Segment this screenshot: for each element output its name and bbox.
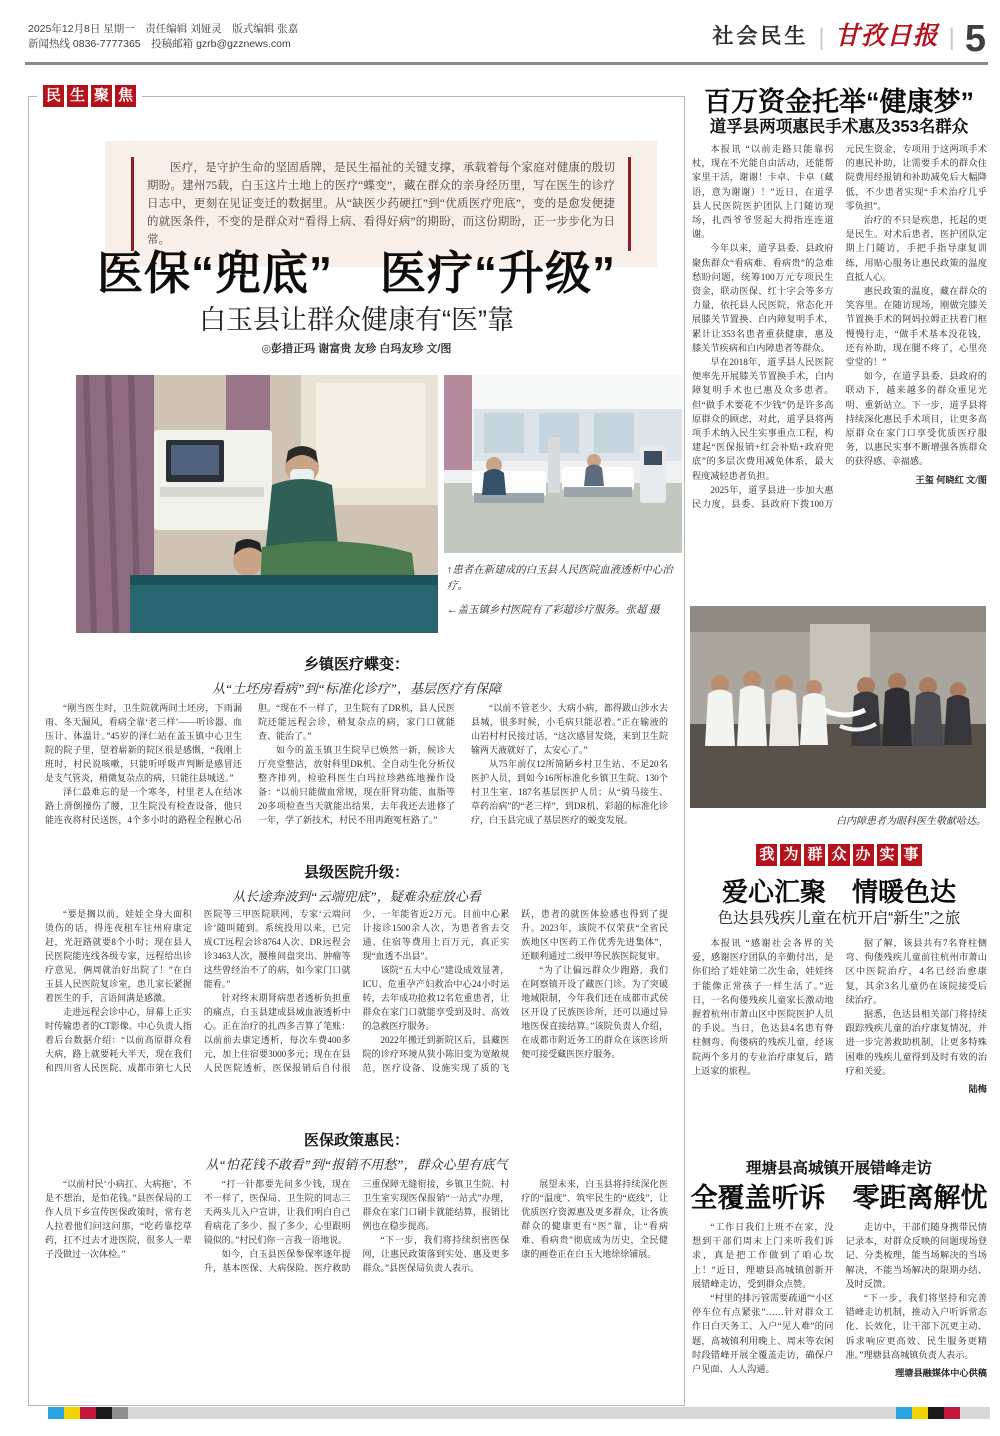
main-byline: ◎彭措正玛 谢富贵 友珍 白玛友珍 文/图 xyxy=(261,343,452,355)
section-1-subtitle: 从“土坯房看病”到“标准化诊疗”，基层医疗有保障 xyxy=(212,681,501,696)
masthead-rule xyxy=(25,62,988,65)
feature-frame xyxy=(28,87,685,1406)
paragraph: 如今，白玉县医保参保率逐年提升，基本医保、大病保险、医疗救助三重保障无缝衔接，乡镇卫生院、村卫生室实现医保报销“一站式”办理，群众在家门口刷卡就能结算，报销比例也在稳步提高。 xyxy=(203,1179,510,1273)
photo-hada-ceremony-image xyxy=(690,606,986,808)
badge-char: 群 xyxy=(804,844,825,866)
paragraph: 治疗的不只是疾患，托起的更是民生。对术后患者，医护团队定期上门随访，手把手指导康复训练，用贴心服务让惠民政策的温度直抵人心。 xyxy=(845,215,987,282)
print-color-block-yellow xyxy=(912,1407,928,1419)
focus-label xyxy=(37,85,142,107)
article-a-signature: 王玺 何晓红 文/图 xyxy=(915,474,987,485)
badge-char: 众 xyxy=(828,844,849,866)
masthead-right xyxy=(712,16,986,60)
badge-char: 实 xyxy=(877,844,898,866)
focus-label-char: 焦 xyxy=(115,85,136,107)
page-number: 5 xyxy=(964,18,986,60)
masthead-separator: | xyxy=(818,24,825,51)
print-color-block-black xyxy=(928,1407,944,1419)
photo-hada-ceremony xyxy=(690,606,986,808)
print-color-block-magenta xyxy=(80,1407,96,1419)
section-1-body xyxy=(45,701,668,855)
paragraph: 早在2018年，道孚县人民医院便率先开展膝关节置换手术，白内障复明手术也已惠及众多患者。但“做手术要花不少钱”仍是许多高原群众的顾虑，对此，道孚县将两项手术纳入民生实事重点工程，构建起“医保报销+红会补贴+政府兜底”的多层次费用减免体系，最大程度减轻患者负担。 xyxy=(692,357,834,481)
section-3-body xyxy=(45,1177,668,1397)
section-3-subtitle: 从“怕花钱不敢看”到“报销不用愁”，群众心里有底气 xyxy=(205,1157,508,1172)
article-c-signature: 理塘县融媒体中心供稿 xyxy=(895,1368,987,1379)
print-color-block-gray xyxy=(112,1407,128,1419)
article-c-kicker: 理塘县高城镇开展错峰走访 xyxy=(745,1160,932,1177)
paragraph: 本报讯 “感谢社会各界的关爱，感谢医疗团队的辛勤付出，是你们给了娃娃第二次生命，娃娃终于能像正常孩子一样生活了。”近日，一名佝偻残疾儿童家长激动地握着杭州市萧山区中医院医护人员的手说。当日，色达县4名患有脊柱侧弯、佝偻病的残疾儿童，经该院两个多月的专业治疗康复后，踏上返家的旅程。 xyxy=(692,938,834,1076)
masthead-separator: | xyxy=(948,24,955,51)
section-3-heading xyxy=(29,1129,684,1173)
paragraph: 从75年前仅12所简陋乡村卫生站、不足20名医护人员，到如今16所标准化乡镇卫生院、130个村卫生室、187名基层医护人员；从“骑马接生、草药治病”的“老三样”，到DR机、彩超的标准化诊疗，白玉县完成了基层医疗的蜕变发展。 xyxy=(471,759,668,825)
section-1-title: 乡镇医疗蝶变： xyxy=(303,656,409,673)
paragraph: 如今的盖玉镇卫生院早已焕然一新，候诊大厅亮堂整洁，放射科里DR机、全自动生化分析仪整齐排列，检验科医生白玛拉珍熟练地操作设备：“以前只能做血常规，现在肝肾功能、血脂等20多项检查当天就能出结果，去年我还去进修了一年，学了新技术，村民不用再跑冤枉路了。” xyxy=(258,745,455,825)
paragraph: “下一步，我们将坚持和完善错峰走访机制，推动入户听诉常态化、长效化，让干部下沉更主动、诉求响应更高效、民生服务更精准。”理塘县高城镇负责人表示。 xyxy=(845,1293,987,1360)
paragraph: 惠民政策的温度，藏在群众的笑容里。在随访现场，刚做完膝关节置换手术的阿妈拉姆正扶着门框慢慢行走，“做手术基本没花钱，还有补助，现在腿不疼了，心里亮堂堂的！” xyxy=(845,286,987,368)
print-color-block-magenta xyxy=(944,1407,960,1419)
print-color-block-cyan xyxy=(896,1407,912,1419)
section-name: 社会民生 xyxy=(712,25,809,48)
article-b-signature: 陆梅 xyxy=(968,1084,987,1095)
masthead-info-line1: 2025年12月8日 星期一 责任编辑 刘娅灵 版式编辑 张嘉 xyxy=(28,23,299,35)
masthead-info-line2: 新闻热线 0836-7777365 投稿邮箱 gzrb@gzznews.com xyxy=(28,38,291,50)
section-2-subtitle: 从长途奔波到“云端兜底”，疑难杂症放心看 xyxy=(232,889,481,904)
article-b-body xyxy=(692,936,987,1136)
print-color-block-yellow xyxy=(64,1407,80,1419)
campaign-badge xyxy=(690,844,988,866)
paragraph: 2022年搬迁到新院区后，县藏医院的诊疗环境从狭小陈旧变为宽敞规范，医疗设备、设施实现了质的飞跃，患者的就医体验感也得到了提升。2023年，该院不仅荣获“全省民族地区中医药工作优秀先进集体”，还顺利通过二级甲等民族医院复审。 xyxy=(362,909,668,1073)
badge-char: 为 xyxy=(780,844,801,866)
photo-hospital-ultrasound-image xyxy=(76,375,438,633)
badge-char: 我 xyxy=(756,844,777,866)
photo-hada-caption: 白内障患者为眼科医生敬献哈达。 xyxy=(836,816,986,827)
paragraph: “打一针都要先问多少钱，现在不一样了，医保局、卫生院的同志三天两头儿入户宣讲，让我们明白自己看病花了多少、报了多少，心里跟明镜似的。”村民们你一言我一语地说。 xyxy=(203,1179,351,1245)
badge-char: 办 xyxy=(853,844,874,866)
article-a-body xyxy=(692,142,987,600)
paragraph: 本报讯 “以前走路只能靠拐杖，现在不光能自由活动，还能帮家里干活，谢谢！卡卓、卡卓（藏语，意为谢谢）！”近日，在道孚县人民医院医护团队上门随访现场，扎西爷爷竖起大拇指连连道谢。 xyxy=(692,144,834,240)
main-subhead: 白玉县让群众健康有“医”靠 xyxy=(199,305,514,335)
paragraph: “村里的排污管需要疏通”“小区停车位有点紧张”……针对群众工作日白天务工、入户“见人难”的问题，高城镇利用晚上、周末等农闲时段错峰开展全覆盖走访，确保户户见面、人人沟通。 xyxy=(692,1293,834,1375)
print-color-block-black xyxy=(96,1407,112,1419)
photo-caption-1: ↑患者在新建成的白玉县人民医院血液透析中心治疗。 xyxy=(447,565,673,592)
paragraph: “以前不管老少、大病小病，都得跋山涉水去县城，很多时候，小毛病只能忍着。”正在输液的山岩村村民接过话，“这次感冒发烧，来到卫生院输两天液就好了，太安心了。” xyxy=(471,703,668,755)
print-registration-bar xyxy=(48,1407,990,1419)
focus-label-char: 聚 xyxy=(91,85,112,107)
paragraph: “工作日我们上班不在家，没想到干部们周末上门来听我们诉求，真是把工作做到了咱心坎上！”近日，理塘县高城镇创新开展错峰走访，受到群众点赞。 xyxy=(692,1222,834,1289)
section-2-title: 县级医院升级： xyxy=(303,864,409,881)
paragraph: 泽仁最难忘的是一个寒冬，村里老人在结冰路上滑倒撞伤了腰，卫生院没有检查设备，他只能连夜将村民送医，4个多小时的路程全程揪心吊胆。“现在不一样了，卫生院有了DR机，县人民医院还能远程会诊，稍复杂点的病，家门口就能查、能治了。” xyxy=(45,703,455,825)
paragraph: “以前村民‘小病扛、大病拖’，不是不想治，是怕花钱。”县医保局的工作人员下乡宣传医保政策时，常有老人拉着他们问这问那，“吃药靠挖草药，扛不过去才进医院，很多人一辈子没做过一次体检。” xyxy=(45,1179,192,1259)
paragraph: “要是搁以前，娃娃全身大面积烫伤的话，得连夜租车往州府康定赶，光赶路就要8个小时；现在县人民医院能连线各级专家，远程给出诊疗意见，俩周就治好出院了！”在白玉县人民医院复诊室，患儿家长紧握着医生的手，言语间满是感激。 xyxy=(45,909,192,1003)
paragraph: 走访中，干部们随身携带民情记录本，对群众反映的问题现场登记、分类梳理，能当场解决的当场解决，不能当场解决的限期办结、及时反馈。 xyxy=(845,1222,987,1289)
section-2-body xyxy=(45,907,668,1123)
paragraph: “下一步，我们将持续织密医保网，让惠民政策落到实处、惠及更多群众。”县医保局负责人表示。 xyxy=(362,1235,510,1273)
photo-dialysis-ward xyxy=(444,375,682,553)
article-b-subhead: 色达县残疾儿童在杭开启“新生”之旅 xyxy=(717,910,961,927)
paragraph: “刚当医生时，卫生院就两间土坯房，下雨漏雨、冬天漏风，看病全靠‘老三样’——听诊器、血压计、体温计。”45岁的泽仁站在盖玉镇中心卫生院的院子里，望着崭新的院区很是感慨，“我刚上班时，村民说咳嗽，只能听呼吸声判断是感冒还是支气管炎，稍微复杂点的病，只能往县城送。” xyxy=(45,703,242,783)
badge-char: 事 xyxy=(901,844,922,866)
paragraph: 2025年，道孚县进一步加大惠民力度，县委、县政府下拨100万元民生资金，专项用于这两项手术的惠民补助，让需要手术的群众住院费用经报销和补助减免后大幅降低，不少患者实现“手术治疗几乎零负担”。 xyxy=(692,144,987,510)
photo-caption-2: ←盖玉镇乡村医院有了彩超诊疗服务。张超 摄 xyxy=(447,605,660,616)
article-a-subhead: 道孚县两项惠民手术惠及353名群众 xyxy=(709,118,969,136)
photo-hospital-ultrasound xyxy=(76,375,438,633)
paragraph: 如今，在道孚县委、县政府的联动下，越来越多的群众重见光明、重新站立。下一步，道孚县将持续深化惠民手术项目，让更多高原群众在家门口享受优质医疗服务，以惠民实事不断增强各族群众的获得感、幸福感。 xyxy=(845,371,987,467)
intro-text: 医疗，是守护生命的坚固盾牌，是民生福祉的关键支撑，承载着每个家庭对健康的殷切期盼。建州75载，白玉这片土地上的医疗“蝶变”，藏在群众的亲身经历里，写在医生的诊疗日志中，更刻在见证变迁的数据里。从“缺医少药硬扛”到“优质医疗兜底”，变的是愈发便捷的就医条件，不变的是群众对“看得上病、看得好病”的期盼，而这份期盼，正一步步化为日常。 xyxy=(131,157,631,251)
article-c-body xyxy=(692,1220,987,1394)
photo-dialysis-ward-image xyxy=(444,375,682,553)
article-c-headline: 全覆盖听诉 零距离解忧 xyxy=(690,1183,988,1213)
photo-captions xyxy=(447,563,684,627)
section-2-heading xyxy=(29,861,684,905)
paragraph: 该院“五大中心”建设成效显著，ICU、危重孕产妇救治中心24小时运转，去年成功抢救12名危重患者，让群众在家门口就能享受到及时、高效的急救医疗服务。 xyxy=(362,965,510,1031)
focus-label-char: 民 xyxy=(43,85,64,107)
paragraph: 据悉，色达县相关部门将持续跟踪残疾儿童的治疗康复情况，并进一步完善救助机制，让更多特殊困难的残疾儿童得到及时有效的治疗和关爱。 xyxy=(845,1009,987,1076)
paragraph: “为了让偏远群众少跑路，我们在阿察镇开设了藏医门诊。为了突破地域限制，今年我们还在成都市武侯区开设了民族医诊所，还可以通过异地医保直接结算。”该院负责人介绍，在成都市附近务工的群众在该医诊所便可接受藏医医疗服务。 xyxy=(521,965,668,1059)
paragraph: 今年以来，道孚县委、县政府聚焦群众“看病难、看病贵”的急难愁盼问题，统筹100万元专项民生资金，联动医保、红十字会等多方力量，依托县人民医院，常态化开展膝关节置换、白内障复明手术，累计让353名患者重获健康，惠及膝关节疾病和白内障患者等群众。 xyxy=(692,243,834,353)
article-b-headline: 爱心汇聚 情暖色达 xyxy=(721,877,956,907)
paragraph: 据了解，该县共有7名脊柱侧弯、佝偻残疾儿童前往杭州市萧山区中医院治疗，4名已经治愈康复，其余3名儿童仍在该院接受后续治疗。 xyxy=(845,938,987,1005)
masthead-info xyxy=(28,22,298,52)
section-3-title: 医保政策惠民： xyxy=(303,1132,409,1149)
focus-label-char: 生 xyxy=(67,85,88,107)
paragraph: 走进远程会诊中心，屏幕上正实时传输患者的CT影像。中心负责人指着后台数据介绍：“以前高原群众看大病，路上就要耗大半天，现在我们和四川省人民医院、成都市第七人民医院等三甲医院联网，专家‘云端问诊’随叫随到。系统投用以来，已完成CT远程会诊8764人次、DR远程会诊3463人次，腰椎间盘突出、肿瘤等这些曾经治不了的病，如今家门口就能看。” xyxy=(45,909,351,1073)
article-a-headline: 百万资金托举“健康梦” xyxy=(704,87,974,117)
section-1-heading xyxy=(29,653,684,697)
paragraph: 展望未来，白玉县将持续深化医疗的“温度”、筑牢民生的“底线”，让优质医疗资源惠及更多群众，让各族群众的健康更有“医”靠，让“看病难、看病贵”彻底成为历史，全民健康的画卷正在白玉大地徐徐铺展。 xyxy=(521,1179,668,1259)
paper-logo: 甘孜日报 xyxy=(834,23,939,50)
paragraph: 针对终末期肾病患者透析负担重的痛点，白玉县建成县域血液透析中心。正在治疗的扎西多吉算了笔账：以前前去康定透析，每次车费400多元，加上住宿要3000多元；现在在县人民医院透析，医保报销后自付很少，一年能省近2万元。目前中心累计接诊1500余人次，为患者省去交通、住宿等费用上百万元，真正实现“血透不出县”。 xyxy=(203,909,510,1073)
print-color-block-cyan xyxy=(48,1407,64,1419)
main-headline: 医保“兜底” 医疗“升级” xyxy=(97,247,616,299)
